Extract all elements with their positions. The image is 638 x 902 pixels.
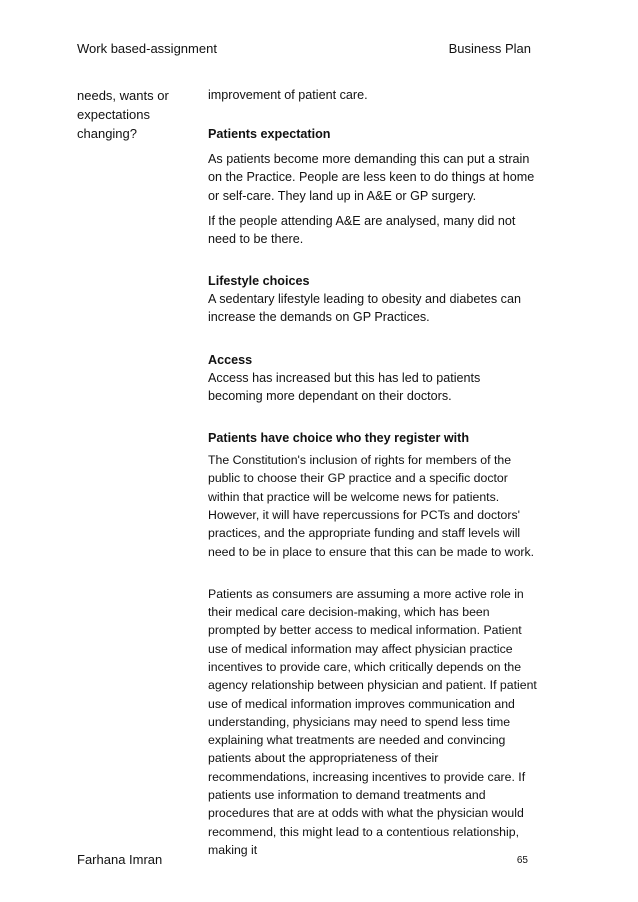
left-column-line: needs, wants or	[77, 88, 169, 103]
paragraph: Patients as consumers are assuming a more active role in their medical care decision-making, which has been prompted by better access to medical information. Patient use of medical information may affect physician practice incentives to provide care, which critically depends on the agency relationship between physician and patient. If patient use of medical information improves communication and understanding, physicians may need to spend less time explaining what treatments are needed and convincing patients about the appropriateness of their recommendations, increasing incentives to provide care. If patients use information to demand treatments and procedures that are at odds with what the physician would recommend, this might lead to a contentious relationship, making it	[208, 586, 537, 857]
left-column-line: changing?	[77, 126, 137, 141]
header-title-left: Work based-assignment	[77, 41, 217, 56]
section-heading-patient-choice: Patients have choice who they register with	[208, 431, 470, 446]
paragraph: If the people attending A&E are analysed, many did not need to be there.	[208, 213, 516, 247]
paragraph: As patients become more demanding this can put a strain on the Practice. People are less keen to do things at home or self-care. They land up in A&E or GP surgery.	[208, 152, 535, 203]
paragraph: Access has increased but this has led to patients becoming more dependant on their doctors.	[208, 370, 481, 403]
section-heading-patients-expectation: Patients expectation	[208, 127, 331, 142]
left-column	[77, 86, 187, 143]
intro-text: improvement of patient care.	[208, 88, 368, 102]
section-heading-lifestyle-choices: Lifestyle choices	[208, 274, 310, 289]
left-column-line: expectations	[77, 107, 150, 122]
page-number: 65	[516, 855, 528, 866]
header-title-right: Business Plan	[448, 41, 531, 56]
section-heading-access: Access	[208, 352, 253, 367]
main-column	[208, 86, 538, 859]
paragraph: The Constitution's inclusion of rights for members of the public to choose their GP practice and a specific doctor within that practice will be welcome news for patients. However, it will have repercussions for PCTs and doctors' practices, and the appropriate funding and staff levels will need to be in place to ensure that this can be made to work.	[208, 453, 535, 559]
paragraph: A sedentary lifestyle leading to obesity and diabetes can increase the demands on GP Practices.	[208, 292, 521, 325]
footer-author: Farhana Imran	[77, 852, 163, 867]
